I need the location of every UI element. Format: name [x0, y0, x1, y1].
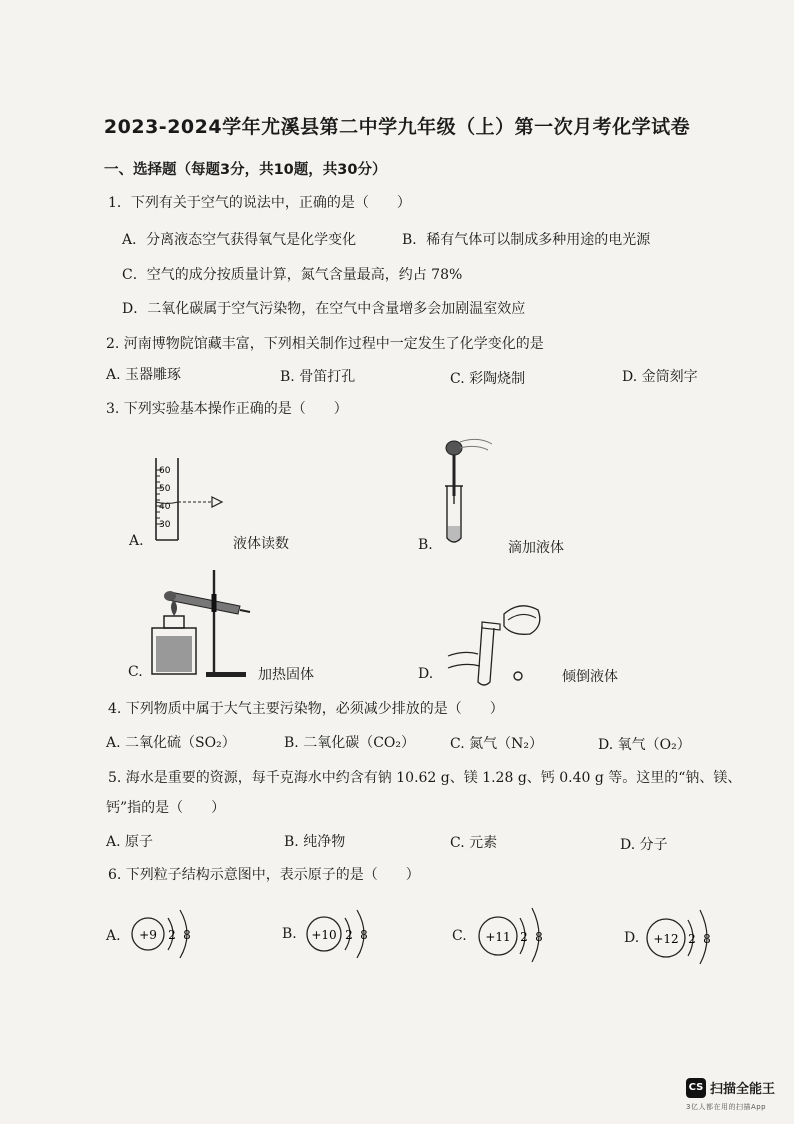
- q1-stem: 1．下列有关于空气的说法中，正确的是（ ）: [108, 195, 411, 211]
- q6-d-letter: D.: [624, 930, 640, 946]
- q6-c-nucleus: +11: [485, 930, 511, 944]
- q6-d-nucleus: +12: [653, 932, 679, 946]
- q6-c-atom-diagram: [470, 902, 558, 964]
- scanner-tagline: 3亿人都在用的扫描App: [686, 1103, 767, 1111]
- q6-b-shell-2: 8: [360, 928, 368, 942]
- q6-b-shell-1: 2: [345, 928, 353, 942]
- q5-option-a: A. 原子: [106, 834, 154, 850]
- q2-option-a: A. 玉器雕琢: [106, 367, 182, 383]
- q4-option-c: C. 氮气（N₂）: [450, 736, 543, 752]
- pouring-liquid-figure: [442, 596, 552, 686]
- q5-option-d: D. 分子: [620, 837, 668, 853]
- q5-stem-line1: 5. 海水是重要的资源，每千克海水中约含有钠 10.62 g、镁 1.28 g、钙 0.40 g 等。这里的“钠、镁、: [108, 770, 742, 786]
- q6-b-letter: B.: [282, 926, 297, 942]
- q1-option-d: D．二氧化碳属于空气污染物，在空气中含量增多会加剧温室效应: [122, 301, 526, 317]
- q1-option-c: C．空气的成分按质量计算，氮气含量最高，约占 78%: [122, 267, 463, 283]
- q2-stem: 2. 河南博物院馆藏丰富，下列相关制作过程中一定发生了化学变化的是: [106, 336, 544, 352]
- q4-stem: 4. 下列物质中属于大气主要污染物，必须减少排放的是（ ）: [108, 701, 504, 717]
- bottle-cap-icon: [514, 672, 522, 680]
- q6-b-atom-diagram: [298, 902, 382, 962]
- q3-a-label: 液体读数: [233, 536, 289, 552]
- q2-option-b: B. 骨笛打孔: [280, 369, 356, 385]
- q4-option-d: D. 氧气（O₂）: [598, 737, 691, 753]
- cylinder-tick-40: 40: [159, 502, 171, 512]
- q3-b-letter: B.: [418, 537, 433, 553]
- q3-b-label: 滴加液体: [508, 540, 564, 556]
- q6-c-letter: C.: [452, 928, 467, 944]
- q6-a-atom-diagram: [124, 902, 204, 962]
- q6-stem: 6. 下列粒子结构示意图中，表示原子的是（ ）: [108, 867, 420, 883]
- q4-option-b: B. 二氧化碳（CO₂）: [284, 735, 415, 751]
- q4-option-a: A. 二氧化硫（SO₂）: [106, 735, 236, 751]
- dropper-figure: [430, 434, 500, 549]
- q6-b-nucleus: +10: [311, 928, 337, 942]
- scanner-logo-icon: CS: [686, 1078, 706, 1098]
- q5-stem-line2: 钙”指的是（ ）: [106, 800, 226, 816]
- q6-c-shell-2: 8: [535, 930, 543, 944]
- q5-option-c: C. 元素: [450, 835, 498, 851]
- heating-apparatus-figure: [148, 566, 258, 681]
- q3-stem: 3. 下列实验基本操作正确的是（ ）: [106, 401, 348, 417]
- exam-title: 2023-2024学年尤溪县第二中学九年级（上）第一次月考化学试卷: [103, 116, 691, 138]
- q6-d-shell-2: 8: [703, 932, 711, 946]
- q5-option-b: B. 纯净物: [284, 834, 346, 850]
- q3-a-letter: A.: [129, 533, 144, 549]
- q3-c-letter: C.: [128, 664, 143, 680]
- section-heading: 一、选择题（每题3分，共10题，共30分）: [104, 162, 387, 178]
- eye-icon: [212, 497, 222, 507]
- scanner-brand: 扫描全能王: [710, 1082, 776, 1097]
- q3-d-letter: D.: [418, 666, 434, 682]
- q1-option-a: A．分离液态空气获得氧气是化学变化: [122, 232, 357, 248]
- cylinder-tick-60: 60: [159, 466, 171, 476]
- q3-d-label: 倾倒液体: [562, 669, 618, 685]
- q6-a-shell-1: 2: [168, 928, 176, 942]
- q6-a-letter: A.: [106, 928, 121, 944]
- q6-a-nucleus: +9: [139, 928, 157, 942]
- q1-option-b: B．稀有气体可以制成多种用途的电光源: [402, 232, 651, 248]
- q3-c-label: 加热固体: [258, 667, 314, 683]
- cylinder-tick-50: 50: [159, 484, 171, 494]
- q6-c-shell-1: 2: [520, 930, 528, 944]
- q2-option-d: D. 金筒刻字: [622, 369, 698, 385]
- q6-d-shell-1: 2: [688, 932, 696, 946]
- q2-option-c: C. 彩陶烧制: [450, 371, 526, 387]
- q6-d-atom-diagram: [642, 904, 730, 966]
- q6-a-shell-2: 8: [183, 928, 191, 942]
- cylinder-reading-figure: [150, 456, 230, 546]
- cylinder-tick-30: 30: [159, 520, 171, 530]
